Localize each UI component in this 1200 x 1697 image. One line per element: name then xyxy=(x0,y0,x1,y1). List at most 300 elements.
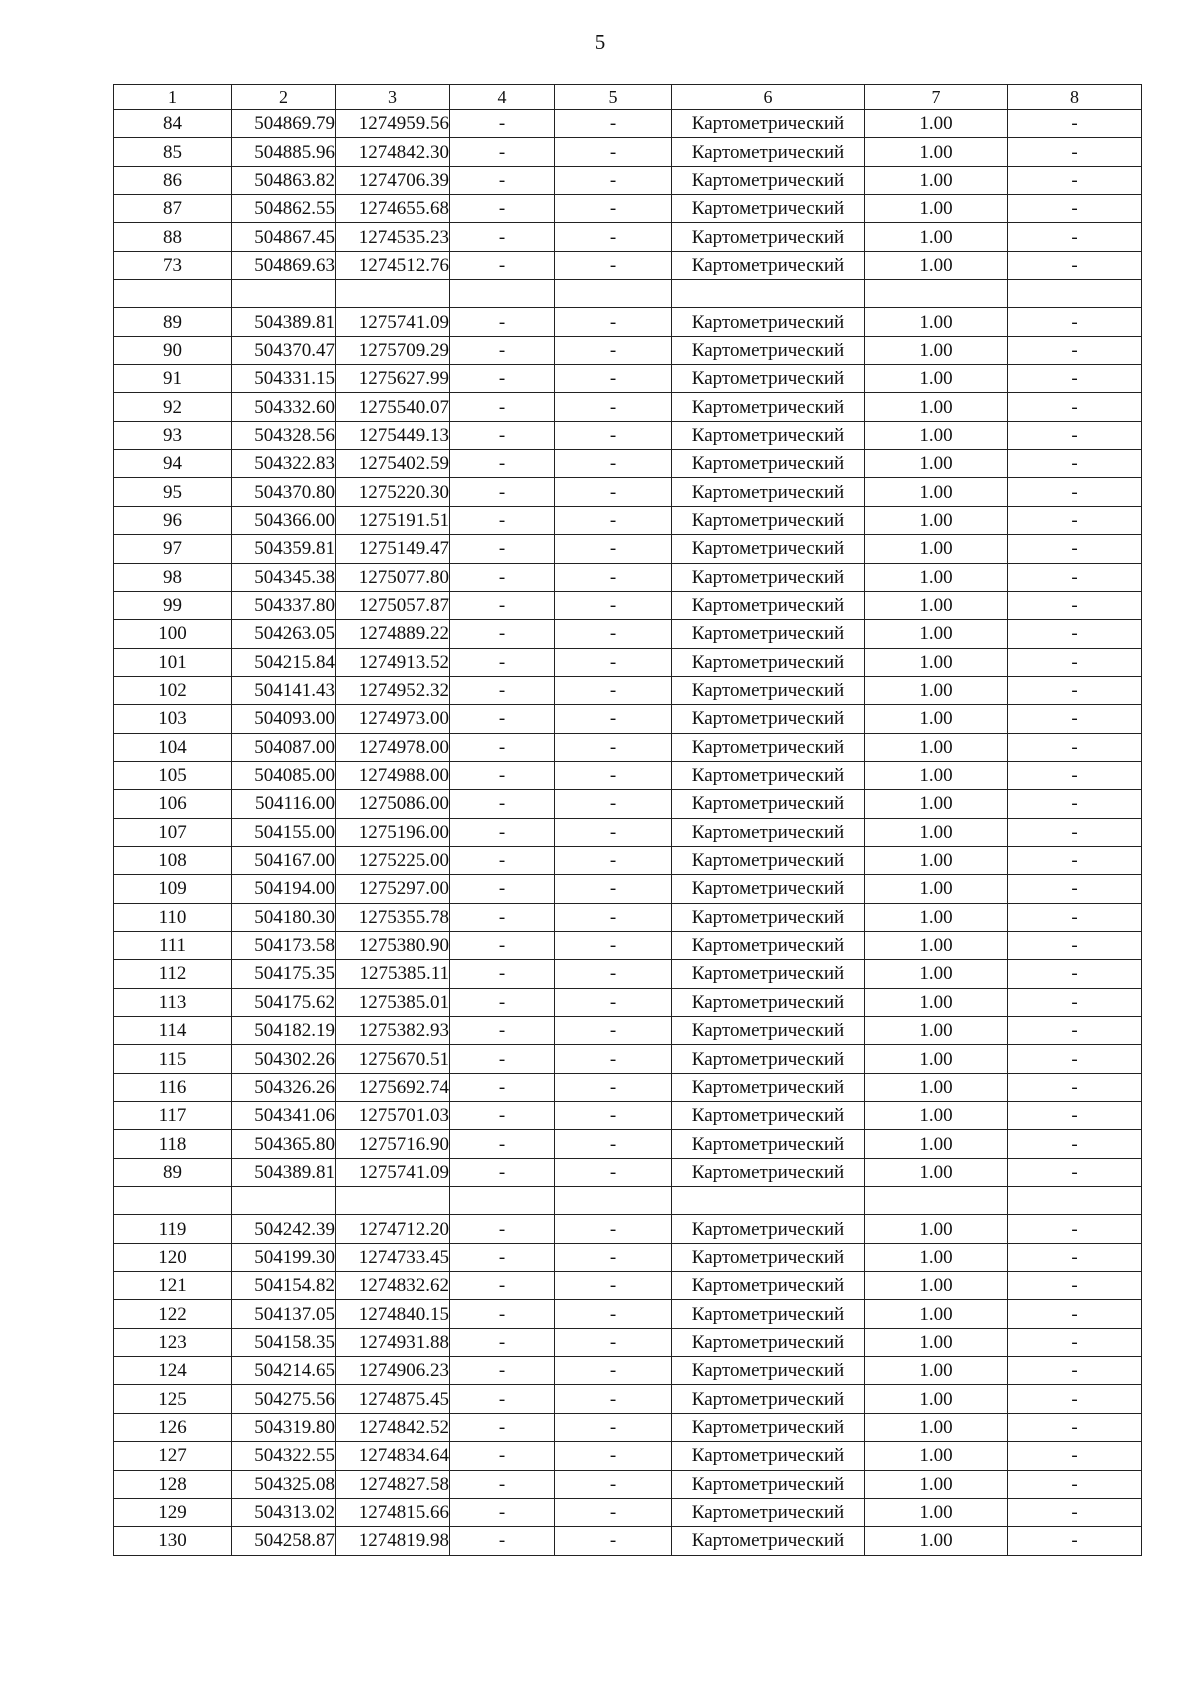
column-header: 2 xyxy=(232,85,336,110)
column-8-cell: - xyxy=(1008,648,1142,676)
method-cell: Картометрический xyxy=(672,931,865,959)
point-number-cell: 119 xyxy=(114,1215,232,1243)
column-4-cell: - xyxy=(450,563,555,591)
accuracy-cell: 1.00 xyxy=(865,506,1008,534)
column-8-cell: - xyxy=(1008,875,1142,903)
accuracy-cell: 1.00 xyxy=(865,138,1008,166)
point-number-cell: 122 xyxy=(114,1300,232,1328)
column-4-cell: - xyxy=(450,336,555,364)
table-row xyxy=(114,1385,1142,1413)
x-coordinate-cell: 504180.30 xyxy=(232,903,336,931)
column-4-cell: - xyxy=(450,1130,555,1158)
table-row xyxy=(114,1130,1142,1158)
accuracy-cell: 1.00 xyxy=(865,535,1008,563)
y-coordinate-cell: 1274706.39 xyxy=(336,166,450,194)
method-cell: Картометрический xyxy=(672,790,865,818)
column-8-cell: - xyxy=(1008,251,1142,279)
method-cell: Картометрический xyxy=(672,450,865,478)
column-5-cell: - xyxy=(555,1498,672,1526)
column-4-cell: - xyxy=(450,733,555,761)
table-row xyxy=(114,1017,1142,1045)
y-coordinate-cell: 1275692.74 xyxy=(336,1073,450,1101)
accuracy-cell: 1.00 xyxy=(865,931,1008,959)
column-4-cell: - xyxy=(450,1300,555,1328)
column-8-cell: - xyxy=(1008,166,1142,194)
column-8-cell: - xyxy=(1008,591,1142,619)
point-number-cell: 104 xyxy=(114,733,232,761)
table-row xyxy=(114,450,1142,478)
point-number-cell: 117 xyxy=(114,1102,232,1130)
table-row xyxy=(114,110,1142,138)
column-4-cell: - xyxy=(450,1158,555,1186)
column-8-cell xyxy=(1008,280,1142,308)
table-row xyxy=(114,676,1142,704)
column-8-cell: - xyxy=(1008,1158,1142,1186)
accuracy-cell: 1.00 xyxy=(865,1385,1008,1413)
column-5-cell: - xyxy=(555,1272,672,1300)
column-4-cell xyxy=(450,1187,555,1215)
y-coordinate-cell xyxy=(336,1187,450,1215)
y-coordinate-cell: 1274959.56 xyxy=(336,110,450,138)
column-4-cell: - xyxy=(450,421,555,449)
column-8-cell: - xyxy=(1008,393,1142,421)
point-number-cell: 126 xyxy=(114,1413,232,1441)
x-coordinate-cell: 504175.62 xyxy=(232,988,336,1016)
x-coordinate-cell: 504214.65 xyxy=(232,1357,336,1385)
column-header: 8 xyxy=(1008,85,1142,110)
y-coordinate-cell: 1274875.45 xyxy=(336,1385,450,1413)
column-5-cell: - xyxy=(555,563,672,591)
column-5-cell: - xyxy=(555,875,672,903)
accuracy-cell: 1.00 xyxy=(865,110,1008,138)
point-number-cell: 121 xyxy=(114,1272,232,1300)
table-row xyxy=(114,1300,1142,1328)
y-coordinate-cell: 1275670.51 xyxy=(336,1045,450,1073)
y-coordinate-cell: 1275380.90 xyxy=(336,931,450,959)
accuracy-cell: 1.00 xyxy=(865,591,1008,619)
point-number-cell: 116 xyxy=(114,1073,232,1101)
column-8-cell: - xyxy=(1008,1300,1142,1328)
method-cell: Картометрический xyxy=(672,1385,865,1413)
x-coordinate-cell: 504345.38 xyxy=(232,563,336,591)
method-cell: Картометрический xyxy=(672,110,865,138)
accuracy-cell: 1.00 xyxy=(865,421,1008,449)
column-4-cell xyxy=(450,280,555,308)
column-5-cell: - xyxy=(555,1357,672,1385)
column-4-cell: - xyxy=(450,535,555,563)
column-8-cell: - xyxy=(1008,223,1142,251)
column-header: 3 xyxy=(336,85,450,110)
x-coordinate-cell: 504182.19 xyxy=(232,1017,336,1045)
column-4-cell: - xyxy=(450,1498,555,1526)
column-5-cell: - xyxy=(555,365,672,393)
column-5-cell: - xyxy=(555,676,672,704)
column-5-cell: - xyxy=(555,535,672,563)
column-4-cell: - xyxy=(450,1328,555,1356)
point-number-cell: 101 xyxy=(114,648,232,676)
point-number-cell: 118 xyxy=(114,1130,232,1158)
accuracy-cell: 1.00 xyxy=(865,875,1008,903)
x-coordinate-cell: 504158.35 xyxy=(232,1328,336,1356)
method-cell: Картометрический xyxy=(672,1300,865,1328)
column-5-cell: - xyxy=(555,1328,672,1356)
point-number-cell: 114 xyxy=(114,1017,232,1045)
method-cell: Картометрический xyxy=(672,138,865,166)
column-5-cell: - xyxy=(555,960,672,988)
accuracy-cell: 1.00 xyxy=(865,223,1008,251)
column-5-cell: - xyxy=(555,931,672,959)
table-row xyxy=(114,818,1142,846)
method-cell: Картометрический xyxy=(672,648,865,676)
table-row xyxy=(114,846,1142,874)
column-4-cell: - xyxy=(450,903,555,931)
y-coordinate-cell: 1274973.00 xyxy=(336,705,450,733)
column-8-cell: - xyxy=(1008,1385,1142,1413)
x-coordinate-cell: 504862.55 xyxy=(232,195,336,223)
point-number-cell: 102 xyxy=(114,676,232,704)
column-8-cell: - xyxy=(1008,1102,1142,1130)
accuracy-cell: 1.00 xyxy=(865,960,1008,988)
column-5-cell: - xyxy=(555,195,672,223)
method-cell: Картометрический xyxy=(672,903,865,931)
y-coordinate-cell: 1275716.90 xyxy=(336,1130,450,1158)
column-5-cell: - xyxy=(555,1300,672,1328)
column-5-cell: - xyxy=(555,733,672,761)
column-4-cell: - xyxy=(450,875,555,903)
x-coordinate-cell xyxy=(232,280,336,308)
table-row xyxy=(114,1272,1142,1300)
column-4-cell: - xyxy=(450,1470,555,1498)
column-5-cell: - xyxy=(555,110,672,138)
method-cell: Картометрический xyxy=(672,1243,865,1271)
method-cell: Картометрический xyxy=(672,818,865,846)
column-5-cell: - xyxy=(555,421,672,449)
column-8-cell: - xyxy=(1008,1470,1142,1498)
accuracy-cell: 1.00 xyxy=(865,1215,1008,1243)
accuracy-cell: 1.00 xyxy=(865,846,1008,874)
table-row xyxy=(114,166,1142,194)
method-cell: Картометрический xyxy=(672,1470,865,1498)
y-coordinate-cell: 1275701.03 xyxy=(336,1102,450,1130)
column-4-cell: - xyxy=(450,620,555,648)
point-number-cell: 105 xyxy=(114,761,232,789)
point-number-cell: 124 xyxy=(114,1357,232,1385)
point-number-cell: 90 xyxy=(114,336,232,364)
accuracy-cell: 1.00 xyxy=(865,1073,1008,1101)
y-coordinate-cell: 1274815.66 xyxy=(336,1498,450,1526)
point-number-cell: 112 xyxy=(114,960,232,988)
x-coordinate-cell: 504325.08 xyxy=(232,1470,336,1498)
page-number: 5 xyxy=(594,30,606,54)
table-row xyxy=(114,1045,1142,1073)
column-8-cell: - xyxy=(1008,1527,1142,1555)
table-row xyxy=(114,1357,1142,1385)
column-8-cell: - xyxy=(1008,790,1142,818)
y-coordinate-cell: 1274842.30 xyxy=(336,138,450,166)
accuracy-cell: 1.00 xyxy=(865,1130,1008,1158)
point-number-cell: 93 xyxy=(114,421,232,449)
method-cell: Картометрический xyxy=(672,478,865,506)
x-coordinate-cell: 504215.84 xyxy=(232,648,336,676)
column-4-cell: - xyxy=(450,705,555,733)
point-number-cell: 73 xyxy=(114,251,232,279)
point-number-cell: 94 xyxy=(114,450,232,478)
x-coordinate-cell: 504319.80 xyxy=(232,1413,336,1441)
point-number-cell: 113 xyxy=(114,988,232,1016)
point-number-cell: 97 xyxy=(114,535,232,563)
column-4-cell: - xyxy=(450,223,555,251)
method-cell: Картометрический xyxy=(672,705,865,733)
column-4-cell: - xyxy=(450,790,555,818)
method-cell: Картометрический xyxy=(672,1442,865,1470)
column-header: 1 xyxy=(114,85,232,110)
table-row xyxy=(114,875,1142,903)
column-5-cell: - xyxy=(555,336,672,364)
accuracy-cell: 1.00 xyxy=(865,733,1008,761)
accuracy-cell: 1.00 xyxy=(865,818,1008,846)
column-8-cell: - xyxy=(1008,988,1142,1016)
column-5-cell: - xyxy=(555,166,672,194)
x-coordinate-cell: 504389.81 xyxy=(232,1158,336,1186)
accuracy-cell: 1.00 xyxy=(865,1158,1008,1186)
column-4-cell: - xyxy=(450,308,555,336)
x-coordinate-cell xyxy=(232,1187,336,1215)
point-number-cell: 111 xyxy=(114,931,232,959)
point-number-cell: 129 xyxy=(114,1498,232,1526)
y-coordinate-cell xyxy=(336,280,450,308)
method-cell: Картометрический xyxy=(672,563,865,591)
column-8-cell: - xyxy=(1008,506,1142,534)
column-5-cell: - xyxy=(555,1045,672,1073)
table-row xyxy=(114,393,1142,421)
column-4-cell: - xyxy=(450,1017,555,1045)
y-coordinate-cell: 1275540.07 xyxy=(336,393,450,421)
column-8-cell: - xyxy=(1008,1413,1142,1441)
table-row xyxy=(114,1328,1142,1356)
column-8-cell: - xyxy=(1008,308,1142,336)
column-5-cell: - xyxy=(555,648,672,676)
column-5-cell: - xyxy=(555,1158,672,1186)
table-row xyxy=(114,988,1142,1016)
column-4-cell: - xyxy=(450,1527,555,1555)
accuracy-cell: 1.00 xyxy=(865,251,1008,279)
point-number-cell: 89 xyxy=(114,1158,232,1186)
table-row xyxy=(114,280,1142,308)
table-row xyxy=(114,960,1142,988)
method-cell: Картометрический xyxy=(672,620,865,648)
column-8-cell: - xyxy=(1008,620,1142,648)
x-coordinate-cell: 504263.05 xyxy=(232,620,336,648)
column-8-cell: - xyxy=(1008,110,1142,138)
y-coordinate-cell: 1275297.00 xyxy=(336,875,450,903)
table-row xyxy=(114,1442,1142,1470)
table-row xyxy=(114,1470,1142,1498)
column-8-cell: - xyxy=(1008,563,1142,591)
x-coordinate-cell: 504275.56 xyxy=(232,1385,336,1413)
table-header xyxy=(114,85,1142,110)
y-coordinate-cell: 1275149.47 xyxy=(336,535,450,563)
column-4-cell: - xyxy=(450,450,555,478)
x-coordinate-cell: 504087.00 xyxy=(232,733,336,761)
point-number-cell: 127 xyxy=(114,1442,232,1470)
accuracy-cell: 1.00 xyxy=(865,308,1008,336)
y-coordinate-cell: 1275086.00 xyxy=(336,790,450,818)
column-5-cell: - xyxy=(555,1527,672,1555)
column-5-cell: - xyxy=(555,251,672,279)
column-4-cell: - xyxy=(450,648,555,676)
method-cell: Картометрический xyxy=(672,195,865,223)
point-number-cell: 91 xyxy=(114,365,232,393)
column-4-cell: - xyxy=(450,676,555,704)
table-row xyxy=(114,1243,1142,1271)
point-number-cell: 89 xyxy=(114,308,232,336)
column-5-cell: - xyxy=(555,1385,672,1413)
column-8-cell: - xyxy=(1008,336,1142,364)
x-coordinate-cell: 504389.81 xyxy=(232,308,336,336)
x-coordinate-cell: 504302.26 xyxy=(232,1045,336,1073)
method-cell: Картометрический xyxy=(672,506,865,534)
point-number-cell: 96 xyxy=(114,506,232,534)
y-coordinate-cell: 1275741.09 xyxy=(336,1158,450,1186)
column-5-cell: - xyxy=(555,138,672,166)
table-row xyxy=(114,336,1142,364)
column-5-cell: - xyxy=(555,620,672,648)
x-coordinate-cell: 504194.00 xyxy=(232,875,336,903)
x-coordinate-cell: 504341.06 xyxy=(232,1102,336,1130)
column-5-cell: - xyxy=(555,393,672,421)
method-cell: Картометрический xyxy=(672,1073,865,1101)
table-row xyxy=(114,1498,1142,1526)
method-cell: Картометрический xyxy=(672,591,865,619)
table-row xyxy=(114,620,1142,648)
method-cell: Картометрический xyxy=(672,875,865,903)
column-header: 7 xyxy=(865,85,1008,110)
column-4-cell: - xyxy=(450,365,555,393)
column-4-cell: - xyxy=(450,1243,555,1271)
accuracy-cell: 1.00 xyxy=(865,1017,1008,1045)
y-coordinate-cell: 1274733.45 xyxy=(336,1243,450,1271)
table-row xyxy=(114,308,1142,336)
column-8-cell: - xyxy=(1008,733,1142,761)
point-number-cell: 120 xyxy=(114,1243,232,1271)
y-coordinate-cell: 1274840.15 xyxy=(336,1300,450,1328)
x-coordinate-cell: 504199.30 xyxy=(232,1243,336,1271)
column-4-cell: - xyxy=(450,1413,555,1441)
column-8-cell: - xyxy=(1008,365,1142,393)
table-row xyxy=(114,1215,1142,1243)
y-coordinate-cell: 1275627.99 xyxy=(336,365,450,393)
column-5-cell: - xyxy=(555,506,672,534)
column-4-cell: - xyxy=(450,1357,555,1385)
column-4-cell: - xyxy=(450,1442,555,1470)
x-coordinate-cell: 504863.82 xyxy=(232,166,336,194)
x-coordinate-cell: 504332.60 xyxy=(232,393,336,421)
method-cell: Картометрический xyxy=(672,1102,865,1130)
column-5-cell: - xyxy=(555,1215,672,1243)
point-number-cell: 123 xyxy=(114,1328,232,1356)
x-coordinate-cell: 504370.47 xyxy=(232,336,336,364)
point-number-cell: 87 xyxy=(114,195,232,223)
table-row xyxy=(114,1073,1142,1101)
x-coordinate-cell: 504116.00 xyxy=(232,790,336,818)
table-row xyxy=(114,733,1142,761)
column-8-cell: - xyxy=(1008,535,1142,563)
column-5-cell: - xyxy=(555,1073,672,1101)
y-coordinate-cell: 1275220.30 xyxy=(336,478,450,506)
column-5-cell: - xyxy=(555,988,672,1016)
method-cell: Картометрический xyxy=(672,676,865,704)
x-coordinate-cell: 504258.87 xyxy=(232,1527,336,1555)
accuracy-cell: 1.00 xyxy=(865,1470,1008,1498)
column-4-cell: - xyxy=(450,251,555,279)
point-number-cell: 92 xyxy=(114,393,232,421)
x-coordinate-cell: 504167.00 xyxy=(232,846,336,874)
accuracy-cell: 1.00 xyxy=(865,195,1008,223)
column-8-cell: - xyxy=(1008,450,1142,478)
y-coordinate-cell: 1274712.20 xyxy=(336,1215,450,1243)
column-5-cell: - xyxy=(555,761,672,789)
x-coordinate-cell: 504331.15 xyxy=(232,365,336,393)
y-coordinate-cell: 1274832.62 xyxy=(336,1272,450,1300)
table-row xyxy=(114,1187,1142,1215)
column-4-cell: - xyxy=(450,1045,555,1073)
x-coordinate-cell: 504370.80 xyxy=(232,478,336,506)
column-5-cell: - xyxy=(555,450,672,478)
table-row xyxy=(114,563,1142,591)
point-number-cell: 88 xyxy=(114,223,232,251)
x-coordinate-cell: 504093.00 xyxy=(232,705,336,733)
accuracy-cell: 1.00 xyxy=(865,563,1008,591)
point-number-cell: 130 xyxy=(114,1527,232,1555)
accuracy-cell: 1.00 xyxy=(865,1102,1008,1130)
column-5-cell: - xyxy=(555,1243,672,1271)
x-coordinate-cell: 504326.26 xyxy=(232,1073,336,1101)
y-coordinate-cell: 1274834.64 xyxy=(336,1442,450,1470)
x-coordinate-cell: 504313.02 xyxy=(232,1498,336,1526)
accuracy-cell: 1.00 xyxy=(865,1442,1008,1470)
point-number-cell: 110 xyxy=(114,903,232,931)
column-5-cell: - xyxy=(555,1130,672,1158)
method-cell: Картометрический xyxy=(672,960,865,988)
y-coordinate-cell: 1274988.00 xyxy=(336,761,450,789)
column-8-cell: - xyxy=(1008,818,1142,846)
y-coordinate-cell: 1275355.78 xyxy=(336,903,450,931)
column-8-cell: - xyxy=(1008,1442,1142,1470)
y-coordinate-cell: 1275382.93 xyxy=(336,1017,450,1045)
accuracy-cell: 1.00 xyxy=(865,1357,1008,1385)
x-coordinate-cell: 504175.35 xyxy=(232,960,336,988)
method-cell: Картометрический xyxy=(672,1045,865,1073)
y-coordinate-cell: 1274913.52 xyxy=(336,648,450,676)
accuracy-cell: 1.00 xyxy=(865,676,1008,704)
method-cell: Картометрический xyxy=(672,1498,865,1526)
accuracy-cell: 1.00 xyxy=(865,648,1008,676)
column-8-cell xyxy=(1008,1187,1142,1215)
accuracy-cell: 1.00 xyxy=(865,1328,1008,1356)
point-number-cell: 108 xyxy=(114,846,232,874)
column-8-cell: - xyxy=(1008,1328,1142,1356)
accuracy-cell: 1.00 xyxy=(865,1527,1008,1555)
column-5-cell: - xyxy=(555,1442,672,1470)
table-row xyxy=(114,705,1142,733)
point-number-cell: 98 xyxy=(114,563,232,591)
table-row xyxy=(114,790,1142,818)
column-4-cell: - xyxy=(450,478,555,506)
table-row xyxy=(114,478,1142,506)
table-row xyxy=(114,1527,1142,1555)
accuracy-cell: 1.00 xyxy=(865,761,1008,789)
column-8-cell: - xyxy=(1008,705,1142,733)
